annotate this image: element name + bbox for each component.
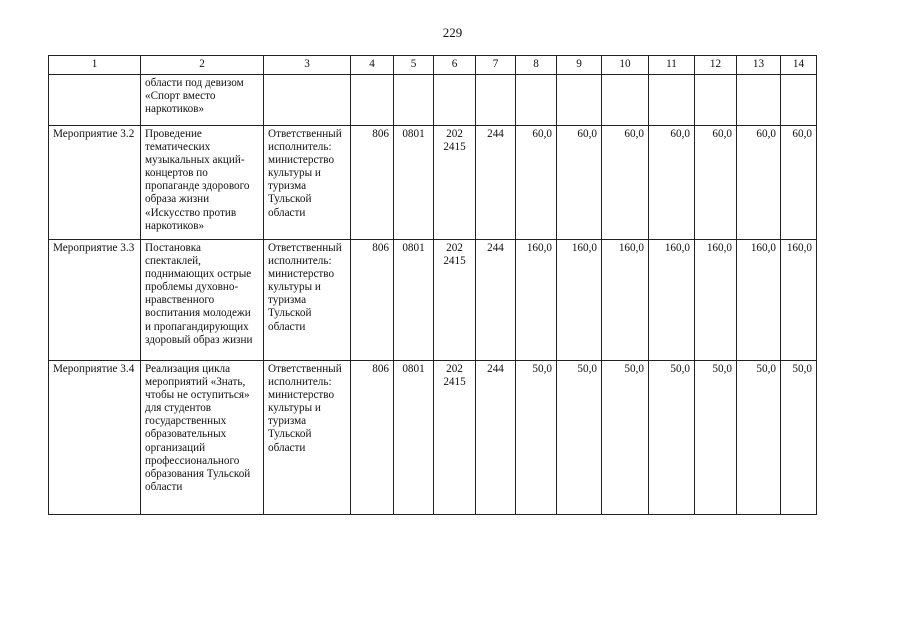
table-row-activity-3-4 (49, 361, 817, 515)
amount-cell: 50,0 (737, 361, 781, 515)
empty-cell (516, 75, 557, 126)
table-row-activity-3-2 (49, 126, 817, 240)
column-header: 5 (394, 56, 434, 75)
amount-cell: 60,0 (737, 126, 781, 240)
activity-name-cell (49, 75, 141, 126)
column-header: 1 (49, 56, 141, 75)
column-header: 12 (695, 56, 737, 75)
budget-table (48, 55, 817, 515)
executor-cell (264, 75, 351, 126)
amount-cell: 160,0 (602, 240, 649, 361)
amount-cell: 60,0 (649, 126, 695, 240)
empty-cell (649, 75, 695, 126)
empty-cell (695, 75, 737, 126)
code-cell-col4: 806 (351, 126, 394, 240)
empty-cell (781, 75, 817, 126)
amount-cell: 50,0 (781, 361, 817, 515)
column-header: 3 (264, 56, 351, 75)
amount-cell: 50,0 (557, 361, 602, 515)
activity-description-cell: области под девизом «Спорт вместо наркотиков» (141, 75, 264, 126)
column-header: 6 (434, 56, 476, 75)
column-header: 9 (557, 56, 602, 75)
empty-cell (434, 75, 476, 126)
amount-cell: 60,0 (516, 126, 557, 240)
executor-cell: Ответственный исполнитель: министерство культуры и туризма Тульской области (264, 240, 351, 361)
code-cell-col6: 202 2415 (434, 126, 476, 240)
amount-cell: 50,0 (649, 361, 695, 515)
empty-cell (737, 75, 781, 126)
activity-name-cell: Мероприятие 3.2 (49, 126, 141, 240)
amount-cell: 60,0 (602, 126, 649, 240)
empty-cell (476, 75, 516, 126)
amount-cell: 50,0 (602, 361, 649, 515)
code-cell-col6: 202 2415 (434, 240, 476, 361)
amount-cell: 160,0 (781, 240, 817, 361)
amount-cell: 50,0 (516, 361, 557, 515)
code-cell-col4: 806 (351, 240, 394, 361)
code-cell-col5: 0801 (394, 240, 434, 361)
code-cell-col7: 244 (476, 126, 516, 240)
amount-cell: 160,0 (516, 240, 557, 361)
column-header: 14 (781, 56, 817, 75)
column-header: 7 (476, 56, 516, 75)
activity-name-cell: Мероприятие 3.3 (49, 240, 141, 361)
column-header: 11 (649, 56, 695, 75)
amount-cell: 60,0 (781, 126, 817, 240)
continuation-row (49, 75, 817, 126)
code-cell-col7: 244 (476, 361, 516, 515)
code-cell-col5: 0801 (394, 361, 434, 515)
amount-cell: 160,0 (737, 240, 781, 361)
amount-cell: 160,0 (649, 240, 695, 361)
column-header: 2 (141, 56, 264, 75)
empty-cell (351, 75, 394, 126)
code-cell-col6: 202 2415 (434, 361, 476, 515)
amount-cell: 50,0 (695, 361, 737, 515)
amount-cell: 60,0 (695, 126, 737, 240)
activity-description-cell: Реализация цикла мероприятий «Знать, чтобы не оступиться» для студентов государственных образовательных организаций профессионального образования Тульской области (141, 361, 264, 515)
code-cell-col7: 244 (476, 240, 516, 361)
page-number: 229 (442, 25, 463, 40)
table-row-activity-3-3 (49, 240, 817, 361)
code-cell-col5: 0801 (394, 126, 434, 240)
amount-cell: 60,0 (557, 126, 602, 240)
code-cell-col4: 806 (351, 361, 394, 515)
column-header: 4 (351, 56, 394, 75)
column-header: 13 (737, 56, 781, 75)
column-header: 10 (602, 56, 649, 75)
amount-cell: 160,0 (695, 240, 737, 361)
activity-name-cell: Мероприятие 3.4 (49, 361, 141, 515)
column-header: 8 (516, 56, 557, 75)
empty-cell (602, 75, 649, 126)
empty-cell (557, 75, 602, 126)
column-number-row (49, 56, 817, 75)
empty-cell (394, 75, 434, 126)
activity-description-cell: Постановка спектаклей, поднимающих острые проблемы духовно-нравственного воспитания молодежи и пропагандирующих здоровый образ жизни (141, 240, 264, 361)
executor-cell: Ответственный исполнитель: министерство культуры и туризма Тульской области (264, 361, 351, 515)
amount-cell: 160,0 (557, 240, 602, 361)
activity-description-cell: Проведение тематических музыкальных акций-концертов по пропаганде здорового образа жизни «Искусство против наркотиков» (141, 126, 264, 240)
executor-cell: Ответственный исполнитель: министерство культуры и туризма Тульской области (264, 126, 351, 240)
